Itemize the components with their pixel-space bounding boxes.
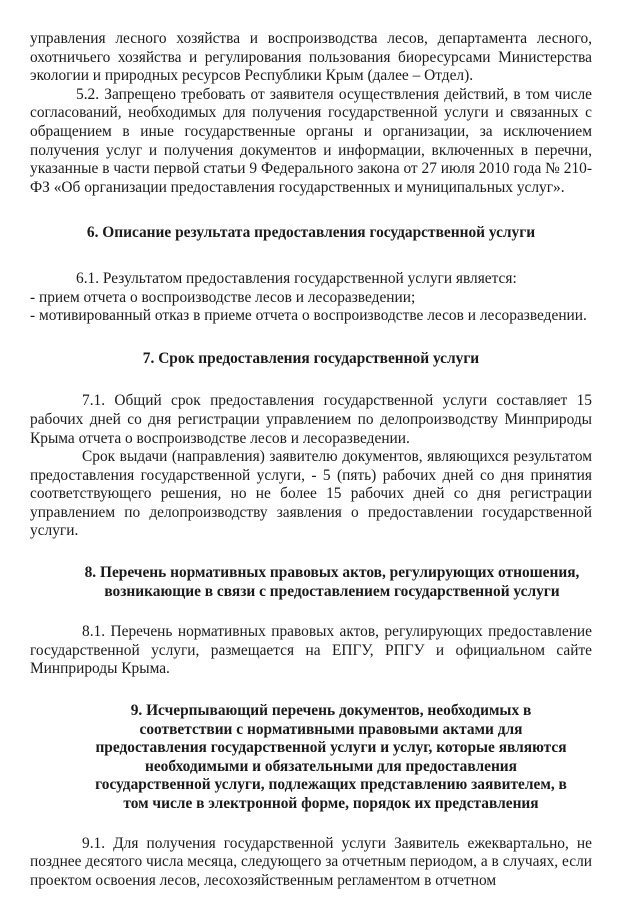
paragraph-8-1: 8.1. Перечень нормативных правовых актов, регулирующих предоставление государственной услуги, размещается на ЕПГУ, РПГУ и официальном сайте Минприроды Крыма. — [30, 623, 592, 678]
paragraph-5-2: 5.2. Запрещено требовать от заявителя осуществления действий, в том числе согласований, необходимых для получения государственной услуги и связанных с обращением в иные государственные органы и организации, за исключением получения услуг и получения документов и информации, включенных в перечни, указанные в части первой статьи 9 Федерального закона от 27 июля 2010 года № 210-ФЗ «Об организации предоставления государственных и муниципальных услуг». — [30, 85, 592, 196]
paragraph-7-1: 7.1. Общий срок предоставления государственной услуги составляет 15 рабочих дней со дня регистрации управлением по делопроизводству Минприроды Крыма отчета о воспроизводстве лесов и лесоразведении. — [30, 392, 592, 447]
section-heading-8: 8. Перечень нормативных правовых актов, регулирующих отношения, возникающие в связи с предоставлением государственной услуги — [84, 564, 580, 600]
section-heading-7: 7. Срок предоставления государственной услуги — [142, 349, 480, 367]
paragraph-5-1-continuation: управления лесного хозяйства и воспроизводства лесов, департамента лесного, охотничьего хозяйства и регулирования пользования биоресурсами Министерства экологии и природных ресурсов Республики Крым (далее – Отдел). — [30, 30, 592, 85]
section-heading-9: 9. Исчерпывающий перечень документов, необходимых в соответствии с нормативными правовыми актами для предоставления государственной услуги и услуг, которые являются необходимыми и обязательными для предоставления государственной услуги, подлежащих представлению заявителем, в том числе в электронной форме, порядок их представления — [95, 702, 567, 812]
document-page — [30, 30, 592, 890]
list-item-6-1-b: - мотивированный отказ в приеме отчета о воспроизводстве лесов и лесоразведении. — [30, 307, 587, 325]
paragraph-7-2: Срок выдачи (направления) заявителю документов, являющихся результатом предоставления государственной услуги, - 5 (пять) рабочих дней со дня принятия соответствующего решения, но не более 15 рабочих дней со дня регистрации управлением по делопроизводству заявления о предоставлении государственной услуги. — [30, 448, 592, 540]
paragraph-9-1: 9.1. Для получения государственной услуги Заявитель ежеквартально, не позднее десятого числа месяца, следующего за отчетным периодом, а в случаях, если проектом освоения лесов, лесохозяйственным регламентом в отчетном — [30, 834, 592, 889]
paragraph-6-1: 6.1. Результатом предоставления государственной услуги является: — [76, 269, 517, 287]
list-item-6-1-a: - прием отчета о воспроизводстве лесов и лесоразведении; — [30, 288, 416, 306]
section-heading-6: 6. Описание результата предоставления государственной услуги — [86, 224, 536, 242]
